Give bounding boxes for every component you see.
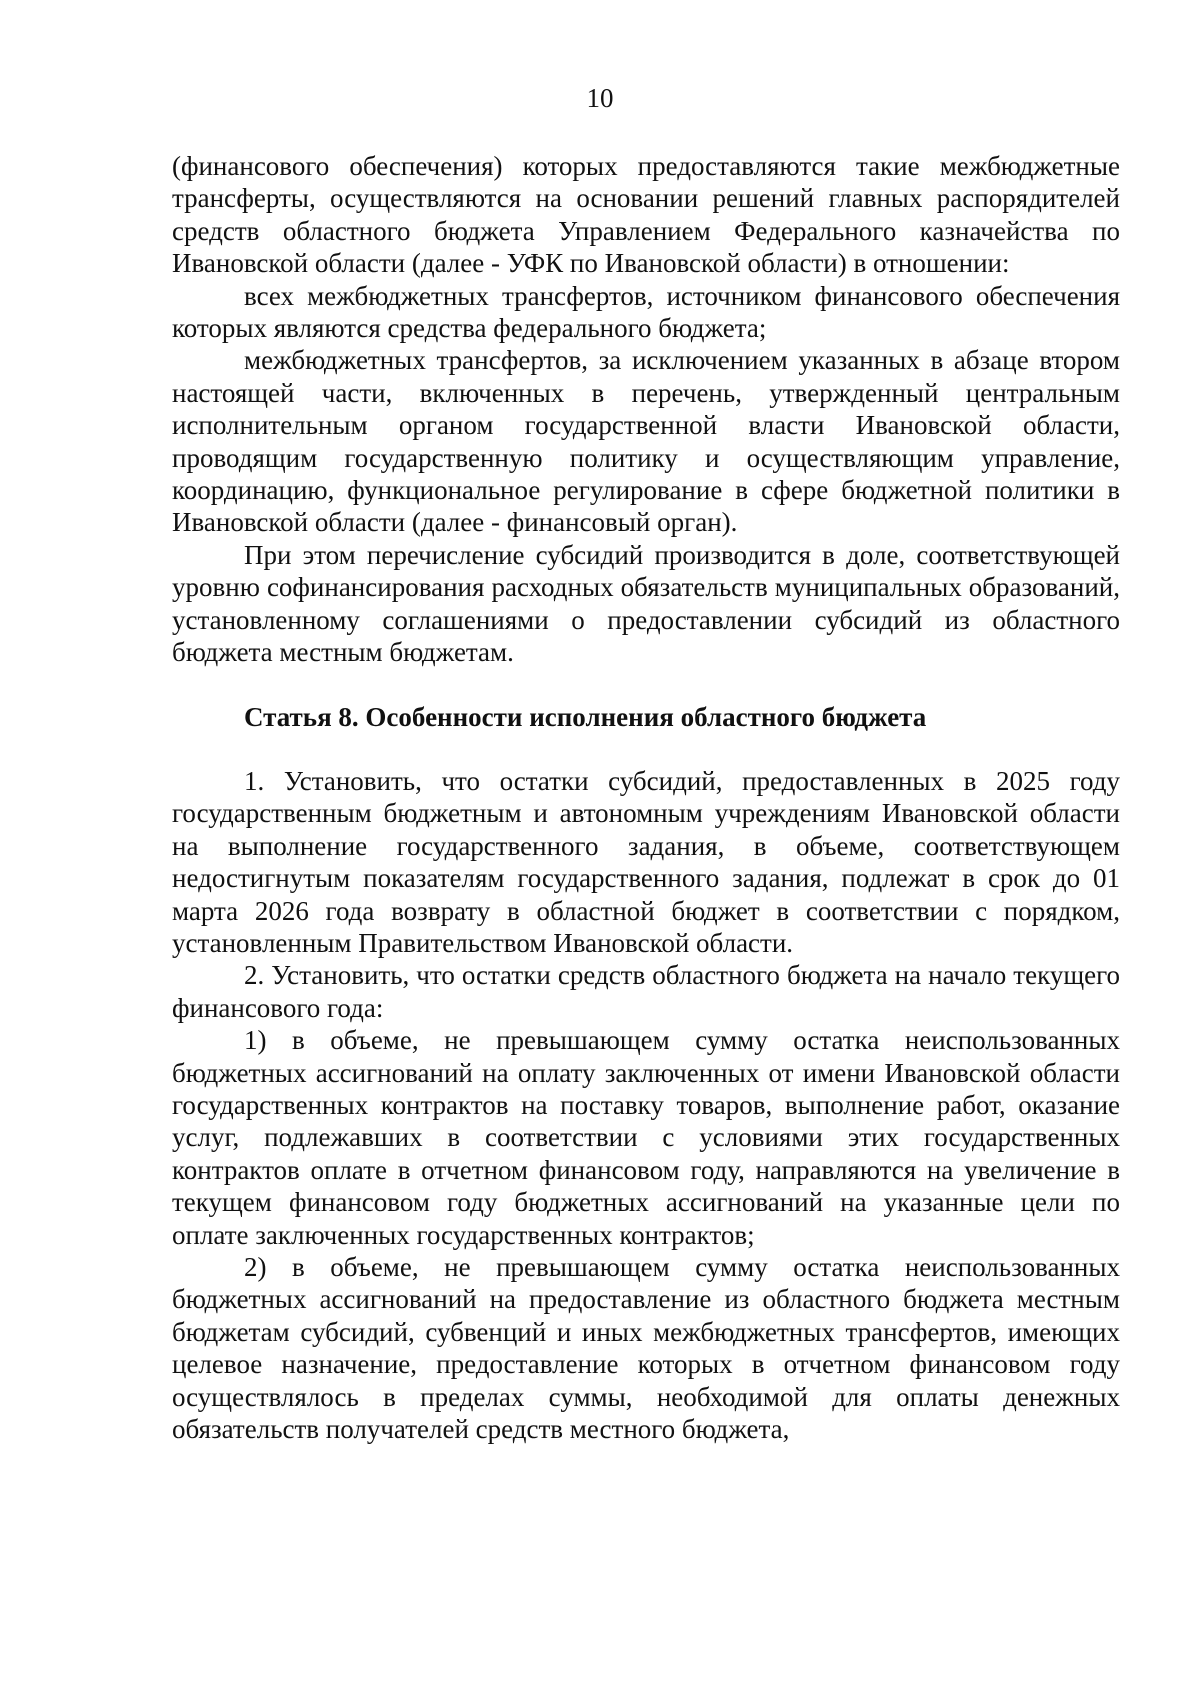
page-number: 10 — [586, 83, 614, 113]
paragraph: (финансового обеспечения) которых предоставляются такие межбюджетные трансферты, осуществляются на основании решений главных распорядителей средств областного бюджета Управлением Федерального казначейства по Ивановской области (далее - УФК по Ивановской области) в отношении: — [172, 151, 1120, 279]
document-body — [172, 150, 1120, 1445]
paragraph: всех межбюджетных трансфертов, источником финансового обеспечения которых являются средства федерального бюджета; — [172, 280, 1120, 344]
paragraph: 1) в объеме, не превышающем сумму остатка неиспользованных бюджетных ассигнований на оплату заключенных от имени Ивановской области государственных контрактов на поставку товаров, выполнение работ, оказание услуг, подлежавших в соответствии с условиями этих государственных контрактов оплате в отчетном финансовом году, направляются на увеличение в текущем финансовом году бюджетных ассигнований на указанные цели по оплате заключенных государственных контрактов; — [172, 1025, 1120, 1250]
paragraph: 2) в объеме, не превышающем сумму остатка неиспользованных бюджетных ассигнований на предоставление из областного бюджета местным бюджетам субсидий, субвенций и иных межбюджетных трансфертов, имеющих целевое назначение, предоставление которых в отчетном финансовом году осуществлялось в пределах суммы, необходимой для оплаты денежных обязательств получателей средств местного бюджета, — [172, 1252, 1120, 1445]
article-heading: Статья 8. Особенности исполнения областного бюджета — [244, 701, 927, 732]
paragraph: межбюджетных трансфертов, за исключением указанных в абзаце втором настоящей части, включенных в перечень, утвержденный центральным исполнительным органом государственной власти Ивановской области, проводящим государственную политику и осуществляющим управление, координацию, функциональное регулирование в сфере бюджетной политики в Ивановской области (далее - финансовый орган). — [172, 345, 1120, 538]
paragraph: 2. Установить, что остатки средств областного бюджета на начало текущего финансового года: — [172, 960, 1120, 1023]
paragraph: При этом перечисление субсидий производится в доле, соответствующей уровню софинансирования расходных обязательств муниципальных образований, установленному соглашениями о предоставлении субсидий из областного бюджета местным бюджетам. — [172, 539, 1120, 668]
paragraph: 1. Установить, что остатки субсидий, предоставленных в 2025 году государственным бюджетным и автономным учреждениям Ивановской области на выполнение государственного задания, в объеме, соответствующем недостигнутым показателям государственного задания, подлежат в срок до 01 марта 2026 года возврату в областной бюджет в соответствии с порядком, установленным Правительством Ивановской области. — [172, 765, 1120, 958]
